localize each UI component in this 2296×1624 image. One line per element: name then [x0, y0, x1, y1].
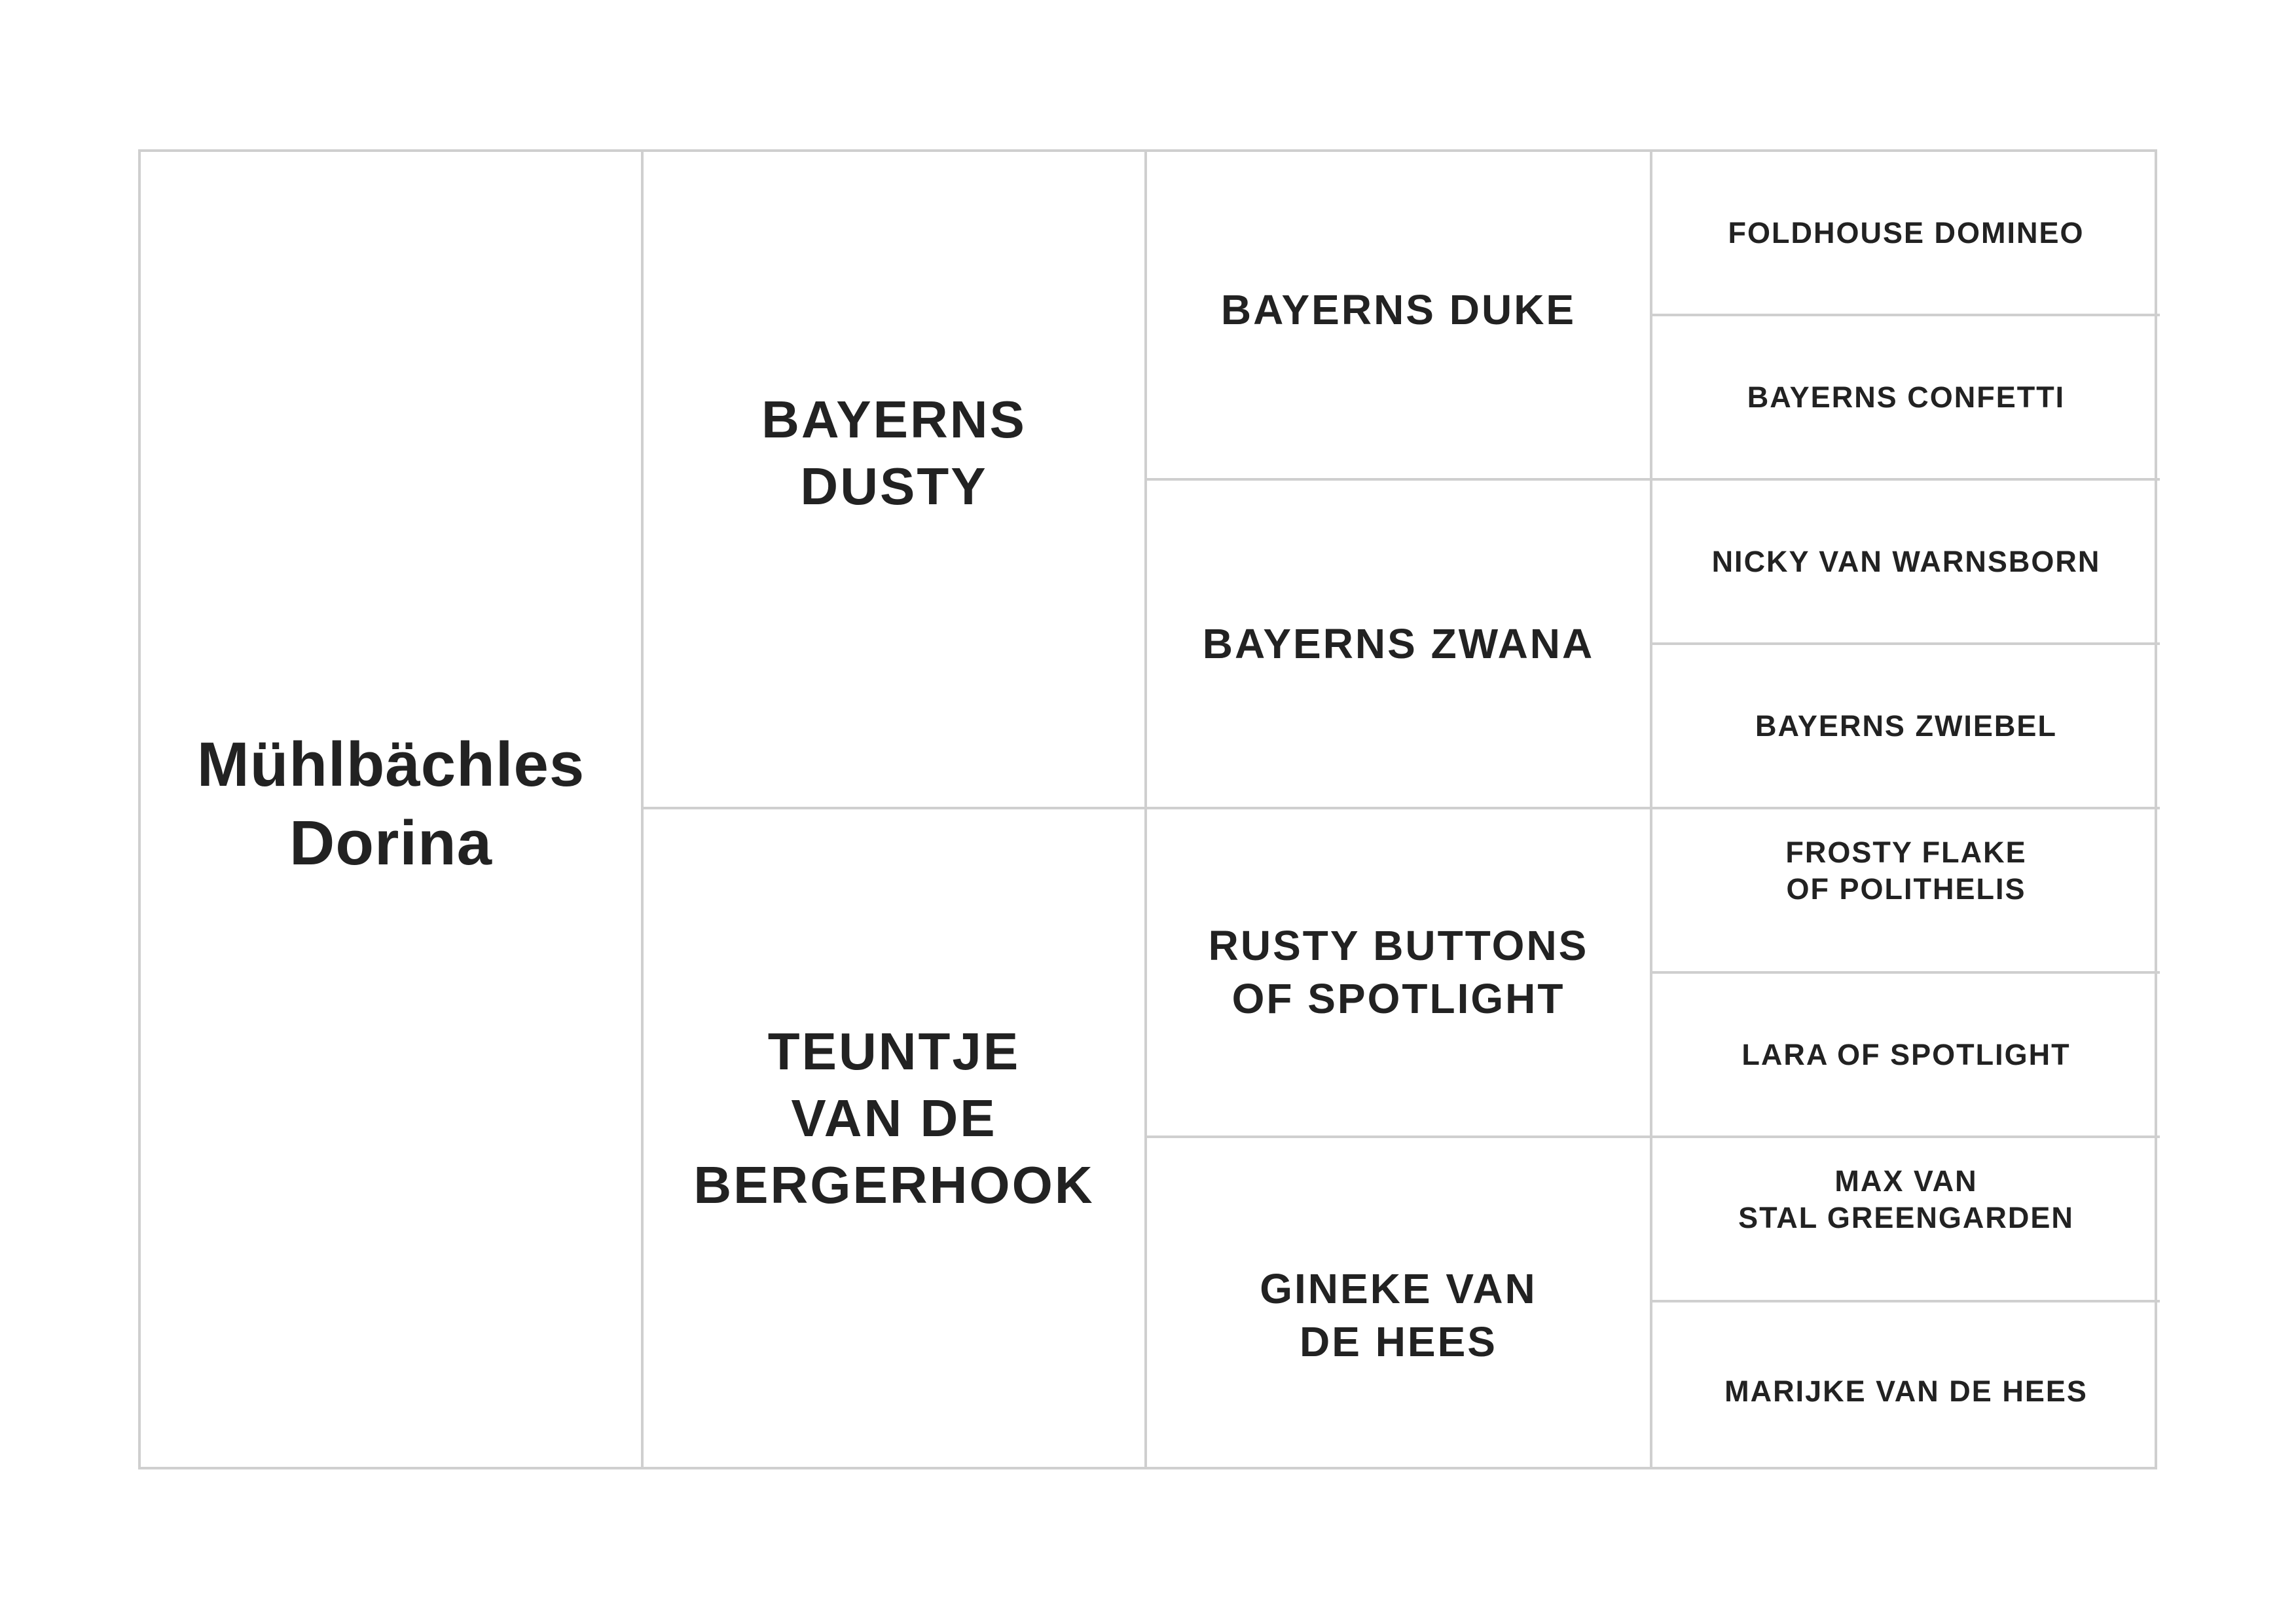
- subject-cell: [141, 152, 644, 1467]
- dam-cell: [644, 809, 1147, 1467]
- dam-sire-sire-cell: [1652, 809, 2160, 974]
- dam-dam-sire-cell: [1652, 1138, 2160, 1302]
- dam-sire-dam-name: LARA OF SPOTLIGHT: [1741, 1037, 2071, 1071]
- dam-sire-cell: [1147, 809, 1652, 1138]
- sire-sire-cell: [1147, 152, 1652, 481]
- sire-cell: [644, 152, 1147, 809]
- sire-sire-name: BAYERNS DUKE: [1220, 286, 1576, 333]
- subject-name: Mühlbächles Dorina: [196, 729, 585, 878]
- pedigree-chart: [138, 149, 2157, 1469]
- dam-dam-sire-name: MAX VAN STAL GREENGARDEN: [1738, 1164, 2074, 1234]
- sire-dam-name: BAYERNS ZWANA: [1202, 619, 1595, 667]
- dam-sire-sire-name: FROSTY FLAKE OF POLITHELIS: [1785, 835, 2027, 906]
- sire-dam-dam-name: BAYERNS ZWIEBEL: [1755, 709, 2057, 743]
- sire-sire-dam-name: BAYERNS CONFETTI: [1747, 380, 2066, 414]
- dam-dam-cell: [1147, 1138, 1652, 1467]
- sire-name: BAYERNS DUSTY: [761, 390, 1027, 515]
- sire-dam-sire-name: NICKY VAN WARNSBORN: [1711, 544, 2101, 578]
- sire-dam-sire-cell: [1652, 481, 2160, 645]
- dam-dam-dam-cell: [1652, 1302, 2160, 1467]
- sire-sire-sire-name: FOLDHOUSE DOMINEO: [1728, 215, 2085, 249]
- dam-sire-dam-cell: [1652, 974, 2160, 1138]
- dam-dam-dam-name: MARIJKE VAN DE HEES: [1724, 1374, 2088, 1408]
- dam-sire-name: RUSTY BUTTONS OF SPOTLIGHT: [1208, 922, 1589, 1022]
- dam-name: TEUNTJE VAN DE BERGERHOOK: [693, 1022, 1095, 1214]
- sire-sire-dam-cell: [1652, 316, 2160, 481]
- sire-sire-sire-cell: [1652, 152, 2160, 316]
- sire-dam-dam-cell: [1652, 645, 2160, 809]
- sire-dam-cell: [1147, 481, 1652, 809]
- dam-dam-name: GINEKE VAN DE HEES: [1260, 1265, 1537, 1365]
